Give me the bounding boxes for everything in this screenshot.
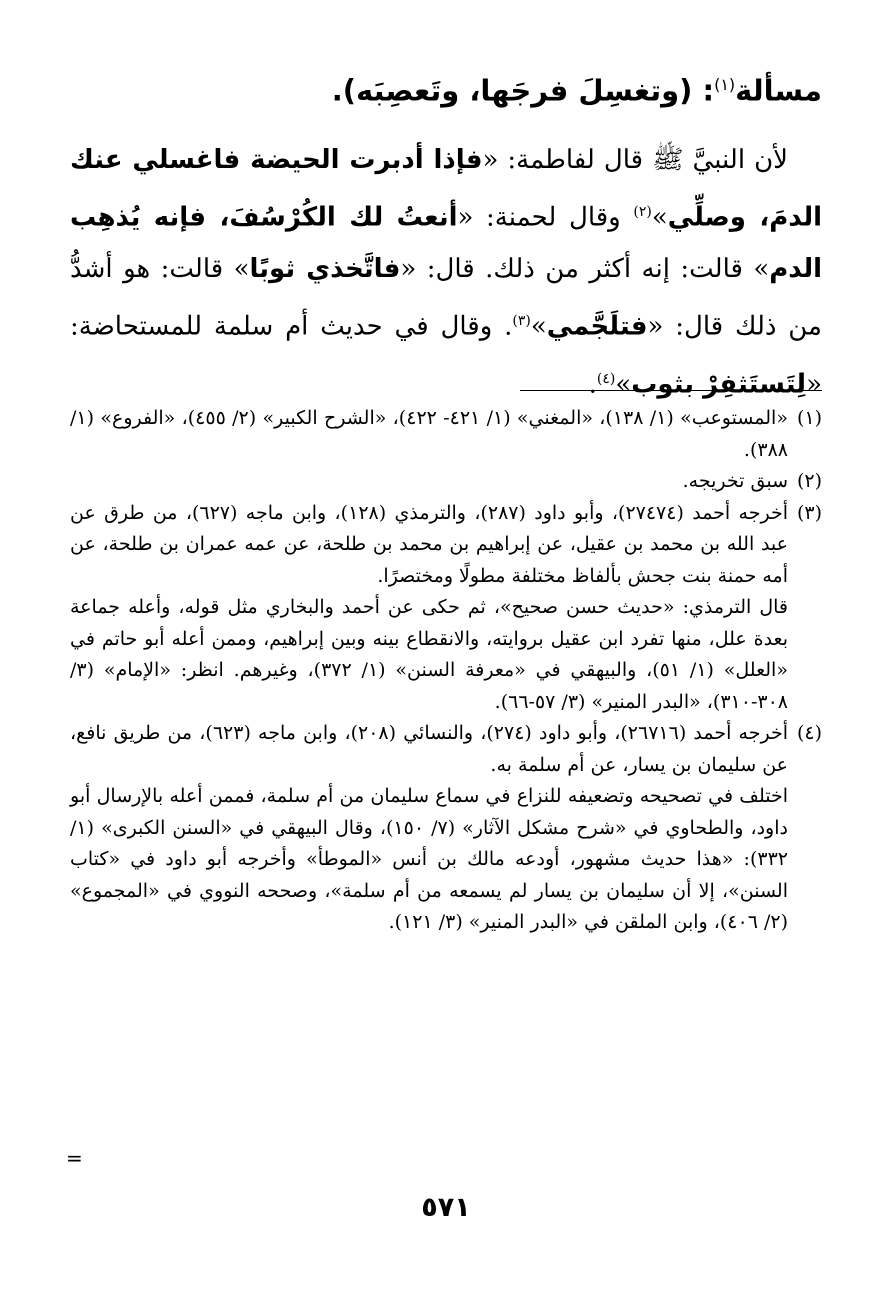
body-text-2: » xyxy=(651,202,668,233)
footnote-ref-3: (٣) xyxy=(512,313,531,330)
footnote-paragraph: «المستوعب» (١/ ١٣٨)، «المغني» (١/ ٤٢١- ٤٢٢)، «الشرح الكبير» (٢/ ٤٥٥)، «الفروع» (١/ ٣٨٨). xyxy=(70,407,788,461)
footnote-ref-1: (١) xyxy=(714,75,736,94)
footnote-number: (٤) xyxy=(796,722,822,744)
body-text-5: » قالت: هو أشدُّ من ذلك قال: « xyxy=(70,254,822,342)
footnote-ref-2: (٢) xyxy=(633,203,652,220)
body-text-7: . وقال في حديث أم سلمة للمستحاضة: « xyxy=(70,311,822,400)
hadith-quote-hamna-2: فاتَّخذي ثوبًا xyxy=(249,254,401,285)
footnote-paragraph: أخرجه أحمد (٢٧٤٧٤)، وأبو داود (٢٨٧)، والترمذي (١٢٨)، وابن ماجه (٦٢٧)، من طرق عن عبد الله بن محمد بن عقيل، عن إبراهيم بن محمد بن طلحة، عن عمه عمران بن طلحة، عن أمه حمنة بنت جحش بألفاظ مختلفة مطولًا ومختصرًا. xyxy=(70,501,788,587)
footnote-1 xyxy=(70,403,822,466)
main-text xyxy=(70,62,822,411)
footnote-4 xyxy=(70,718,822,939)
issue-label: مسألة xyxy=(735,73,822,108)
footnote-number: (٣) xyxy=(796,501,822,524)
body-text-9: . xyxy=(588,369,597,400)
footnote-ref-4: (٤) xyxy=(596,370,616,387)
body-text-8: » xyxy=(615,369,632,400)
hadith-quote-umm-salama: لِتَستَثفِرْ بثوب xyxy=(631,369,807,400)
body-paragraph xyxy=(70,134,822,411)
continuation-mark: = xyxy=(66,1146,83,1170)
body-text-4: » قالت: إنه أكثر من ذلك. قال: « xyxy=(400,254,770,285)
footnote-number: (١) xyxy=(796,407,822,429)
footnote-body xyxy=(70,403,788,466)
body-text-1: لأن النبيَّ ﷺ قال لفاطمة: « xyxy=(482,144,788,175)
issue-text: : (وتغسِلَ فرجَها، وتَعصِبَه). xyxy=(331,73,715,108)
footnote-paragraph: قال الترمذي: «حديث حسن صحيح»، ثم حكى عن أحمد والبخاري مثل قوله، وأعله جماعة بعدة علل، منها تفرد ابن عقيل بروايته، والانقطاع بينه وبين إبراهيم، وممن أعله أبو حاتم في «العلل» (١/ ٥١)، والبيهقي في «معرفة السنن» (١/ ٣٧٢)، وغيرهم. انظر: «الإمام» (٣/ ٣٠٨-٣١٠)، «البدر المنير» (٣/ ٥٧-٦٦). xyxy=(70,596,788,713)
hadith-quote-hamna-1: أنعتُ لك الكُرْسُفَ، فإنه يُذهِب الدم xyxy=(70,202,822,285)
footnote-paragraph: أخرجه أحمد (٢٦٧١٦)، وأبو داود (٢٧٤)، والنسائي (٢٠٨)، وابن ماجه (٦٢٣)، من طريق نافع، عن سليمان بن يسار، عن أم سلمة به. xyxy=(70,722,788,776)
body-text-3: وقال لحمنة: « xyxy=(457,202,634,233)
body-text-6: » xyxy=(530,311,547,342)
hadith-quote-hamna-3: فتلَجَّمي xyxy=(546,311,648,342)
footnote-3 xyxy=(70,498,822,719)
issue-heading xyxy=(70,62,822,114)
footnote-paragraph: سبق تخريجه. xyxy=(682,470,788,492)
footnote-body xyxy=(70,498,788,719)
page-number: ٥٧١ xyxy=(421,1192,471,1223)
footnotes xyxy=(70,403,822,939)
footnote-number: (٢) xyxy=(796,470,822,492)
footnote-body xyxy=(70,718,788,939)
footnote-paragraph: اختلف في تصحيحه وتضعيفه للنزاع في سماع سليمان من أم سلمة، فممن أعله بالإرسال أبو داود، والطحاوي في «شرح مشكل الآثار» (٧/ ١٥٠)، وقال البيهقي في «السنن الكبرى» (١/ ٣٣٢): «هذا حديث مشهور، أودعه مالك بن أنس «الموطأ» وأخرجه أبو داود في «كتاب السنن»، إلا أن سليمان بن يسار لم يسمعه من أم سلمة»، وصححه النووي في «المجموع» (٢/ ٤٠٦)، وابن الملقن في «البدر المنير» (٣/ ١٢١). xyxy=(70,785,788,933)
footnote-2 xyxy=(70,466,822,498)
footnote-separator xyxy=(520,390,822,391)
footnote-body xyxy=(70,466,788,498)
hadith-quote-fatima: فإذا أدبرت الحيضة فاغسلي عنك الدمَ، وصلِّي xyxy=(70,144,823,233)
